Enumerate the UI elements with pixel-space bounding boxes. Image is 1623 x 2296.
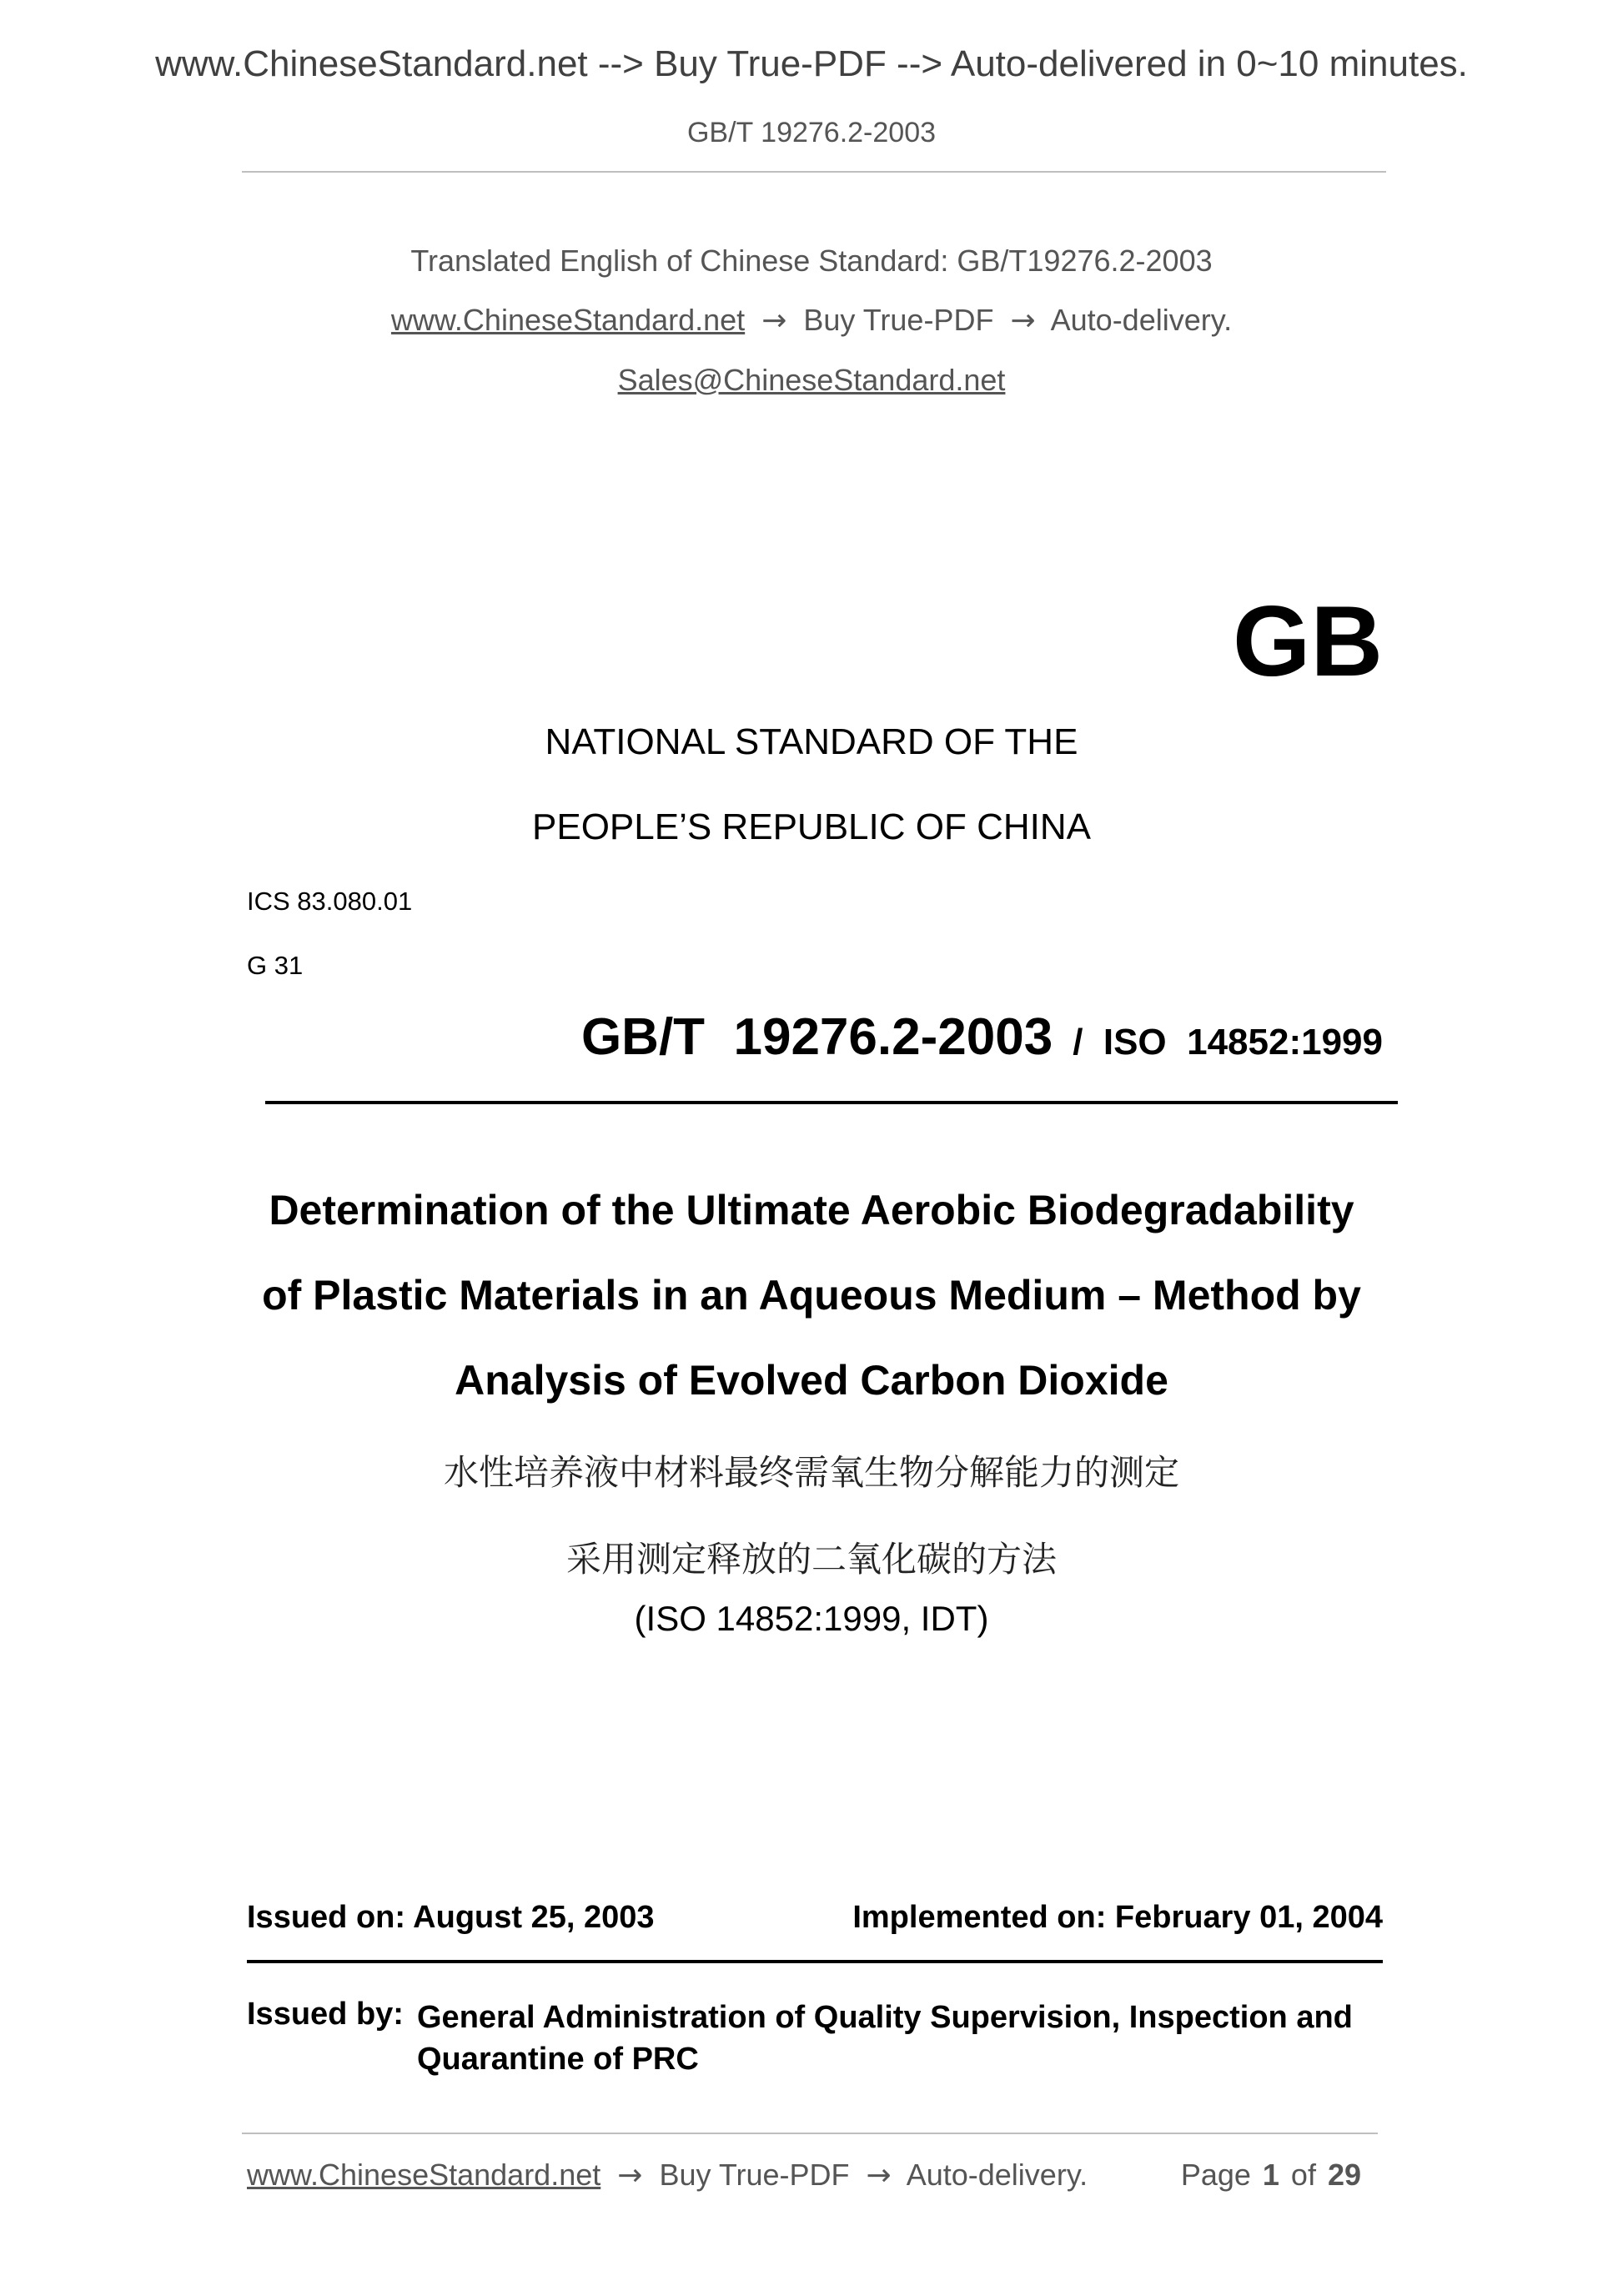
- site-link[interactable]: www.ChineseStandard.net: [390, 303, 746, 337]
- translated-line: Translated English of Chinese Standard: GB/T19276.2-2003: [410, 244, 1213, 278]
- title-line: Analysis of Evolved Carbon Dioxide: [455, 1357, 1168, 1404]
- iso-idt-note: (ISO 14852:1999, IDT): [634, 1599, 989, 1638]
- arrow-right-icon: →: [617, 2158, 643, 2193]
- footer-delivery-line: [247, 2158, 1088, 2193]
- footer-auto-delivery-text: Auto-delivery.: [906, 2158, 1088, 2192]
- sales-email-link[interactable]: Sales@ChineseStandard.net: [617, 363, 1006, 397]
- issue-divider: [247, 1960, 1383, 1963]
- title-line: Determination of the Ultimate Aerobic Biodegradability: [269, 1187, 1354, 1233]
- g-class-code: G 31: [247, 951, 304, 980]
- arrow-right-icon: →: [866, 2158, 892, 2193]
- header-divider: [242, 171, 1386, 173]
- gb-mark: GB: [1233, 585, 1383, 697]
- issued-date: Issued on: August 25, 2003: [247, 1900, 655, 1935]
- of-label: of: [1290, 2158, 1316, 2192]
- header-standard-code: GB/T 19276.2-2003: [686, 117, 937, 148]
- footer-buy-text: Buy True-PDF: [659, 2158, 850, 2192]
- page-label: Page: [1180, 2158, 1251, 2192]
- top-banner: www.ChineseStandard.net --> Buy True-PDF --> Auto-delivered in 0~10 minutes.: [155, 43, 1468, 84]
- auto-delivery-text: Auto-delivery.: [1050, 303, 1233, 337]
- standard-number: GB/T 19276.2-2003: [580, 1008, 1053, 1066]
- iso-reference: / ISO 14852:1999: [1073, 1022, 1383, 1063]
- standard-number-line: [581, 1007, 1383, 1067]
- arrow-right-icon: →: [761, 304, 787, 338]
- footer-divider: [242, 2133, 1378, 2134]
- title-line: of Plastic Materials in an Aqueous Medium – Method by: [262, 1272, 1361, 1319]
- ics-code: ICS 83.080.01: [247, 887, 413, 916]
- arrow-right-icon: →: [1010, 304, 1036, 338]
- footer-site-link[interactable]: www.ChineseStandard.net: [247, 2158, 601, 2192]
- delivery-line: [0, 303, 1623, 338]
- national-standard-line2: PEOPLE’S REPUBLIC OF CHINA: [532, 806, 1091, 847]
- chinese-title-line: 水性培养液中材料最终需氧生物分解能力的测定: [443, 1452, 1179, 1493]
- issued-by-label: Issued by:: [247, 1997, 404, 2032]
- page-number: 1: [1262, 2158, 1279, 2192]
- email-line: [0, 363, 1623, 398]
- national-standard-line1: NATIONAL STANDARD OF THE: [545, 721, 1078, 762]
- standard-divider: [265, 1101, 1398, 1104]
- page-indicator: [1181, 2158, 1373, 2193]
- chinese-title-line: 采用测定释放的二氧化碳的方法: [565, 1539, 1057, 1580]
- implemented-date: Implemented on: February 01, 2004: [852, 1900, 1383, 1935]
- page-total: 29: [1327, 2158, 1361, 2192]
- buy-text: Buy True-PDF: [803, 303, 994, 337]
- issued-by-organization: General Administration of Quality Supervision, Inspection and Quarantine of PRC: [417, 2000, 1353, 2077]
